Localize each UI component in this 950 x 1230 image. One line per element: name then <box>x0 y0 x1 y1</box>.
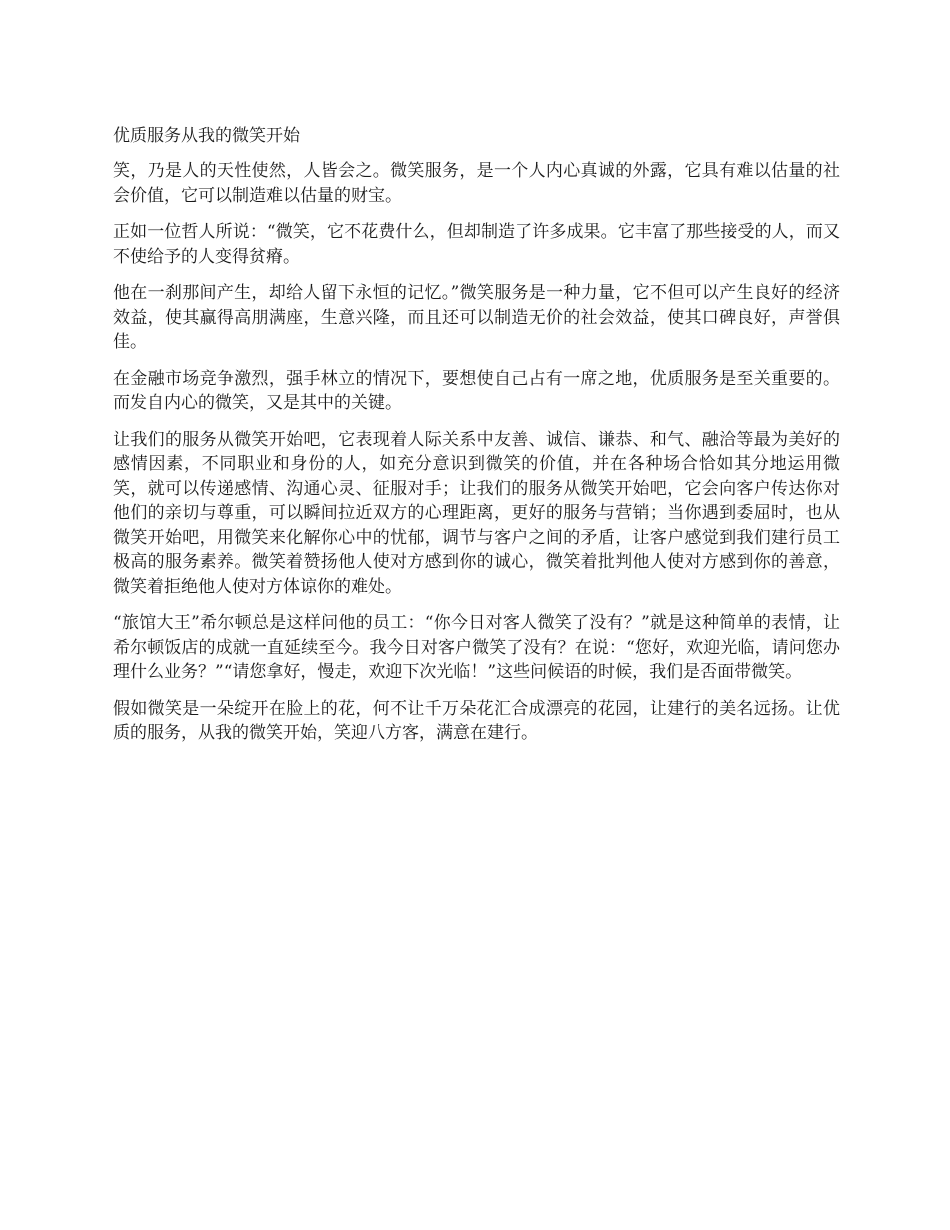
document-page <box>113 124 840 758</box>
paragraph-3: 他在一刹那间产生，却给人留下永恒的记忆。”微笑服务是一种力量，它不但可以产生良好的经济效益，使其赢得高朋满座，生意兴隆，而且还可以制造无价的社会效益，使其口碑良好，声誉俱佳。 <box>113 283 840 352</box>
paragraph-5: 让我们的服务从微笑开始吧，它表现着人际关系中友善、诚信、谦恭、和气、融洽等最为美好的感情因素，不同职业和身份的人，如充分意识到微笑的价值，并在各种场合恰如其分地运用微笑，就可以传递感情、沟通心灵、征服对手；让我们的服务从微笑开始吧，它会向客户传达你对他们的亲切与尊重，可以瞬间拉近双方的心理距离，更好的服务与营销；当你遇到委屈时，也从微笑开始吧，用微笑来化解你心中的忧郁，调节与客户之间的矛盾，让客户感觉到我们建行员工极高的服务素养。微笑着赞扬他人使对方感到你的诚心，微笑着批判他人使对方感到你的善意，微笑着拒绝他人使对方体谅你的难处。 <box>113 429 840 597</box>
paragraph-7: 假如微笑是一朵绽开在脸上的花，何不让千万朵花汇合成漂亮的花园，让建行的美名远扬。让优质的服务，从我的微笑开始，笑迎八方客，满意在建行。 <box>113 698 840 743</box>
paragraph-6: “旅馆大王”希尔顿总是这样问他的员工：“你今日对客人微笑了没有？”就是这种简单的表情，让希尔顿饭店的成就一直延续至今。我今日对客户微笑了没有？在说：“您好，欢迎光临，请问您办理什么业务？”“请您拿好，慢走，欢迎下次光临！”这些问候语的时候，我们是否面带微笑。 <box>113 613 840 682</box>
paragraph-2: 正如一位哲人所说：“微笑，它不花费什么，但却制造了许多成果。它丰富了那些接受的人，而又不使给予的人变得贫瘠。 <box>113 222 840 267</box>
paragraph-1: 笑，乃是人的天性使然，人皆会之。微笑服务，是一个人内心真诚的外露，它具有难以估量的社会价值，它可以制造难以估量的财宝。 <box>113 161 840 206</box>
paragraph-4: 在金融市场竞争激烈，强手林立的情况下，要想使自己占有一席之地，优质服务是至关重要的。而发自内心的微笑，又是其中的关键。 <box>113 368 840 413</box>
document-title: 优质服务从我的微笑开始 <box>113 126 300 146</box>
